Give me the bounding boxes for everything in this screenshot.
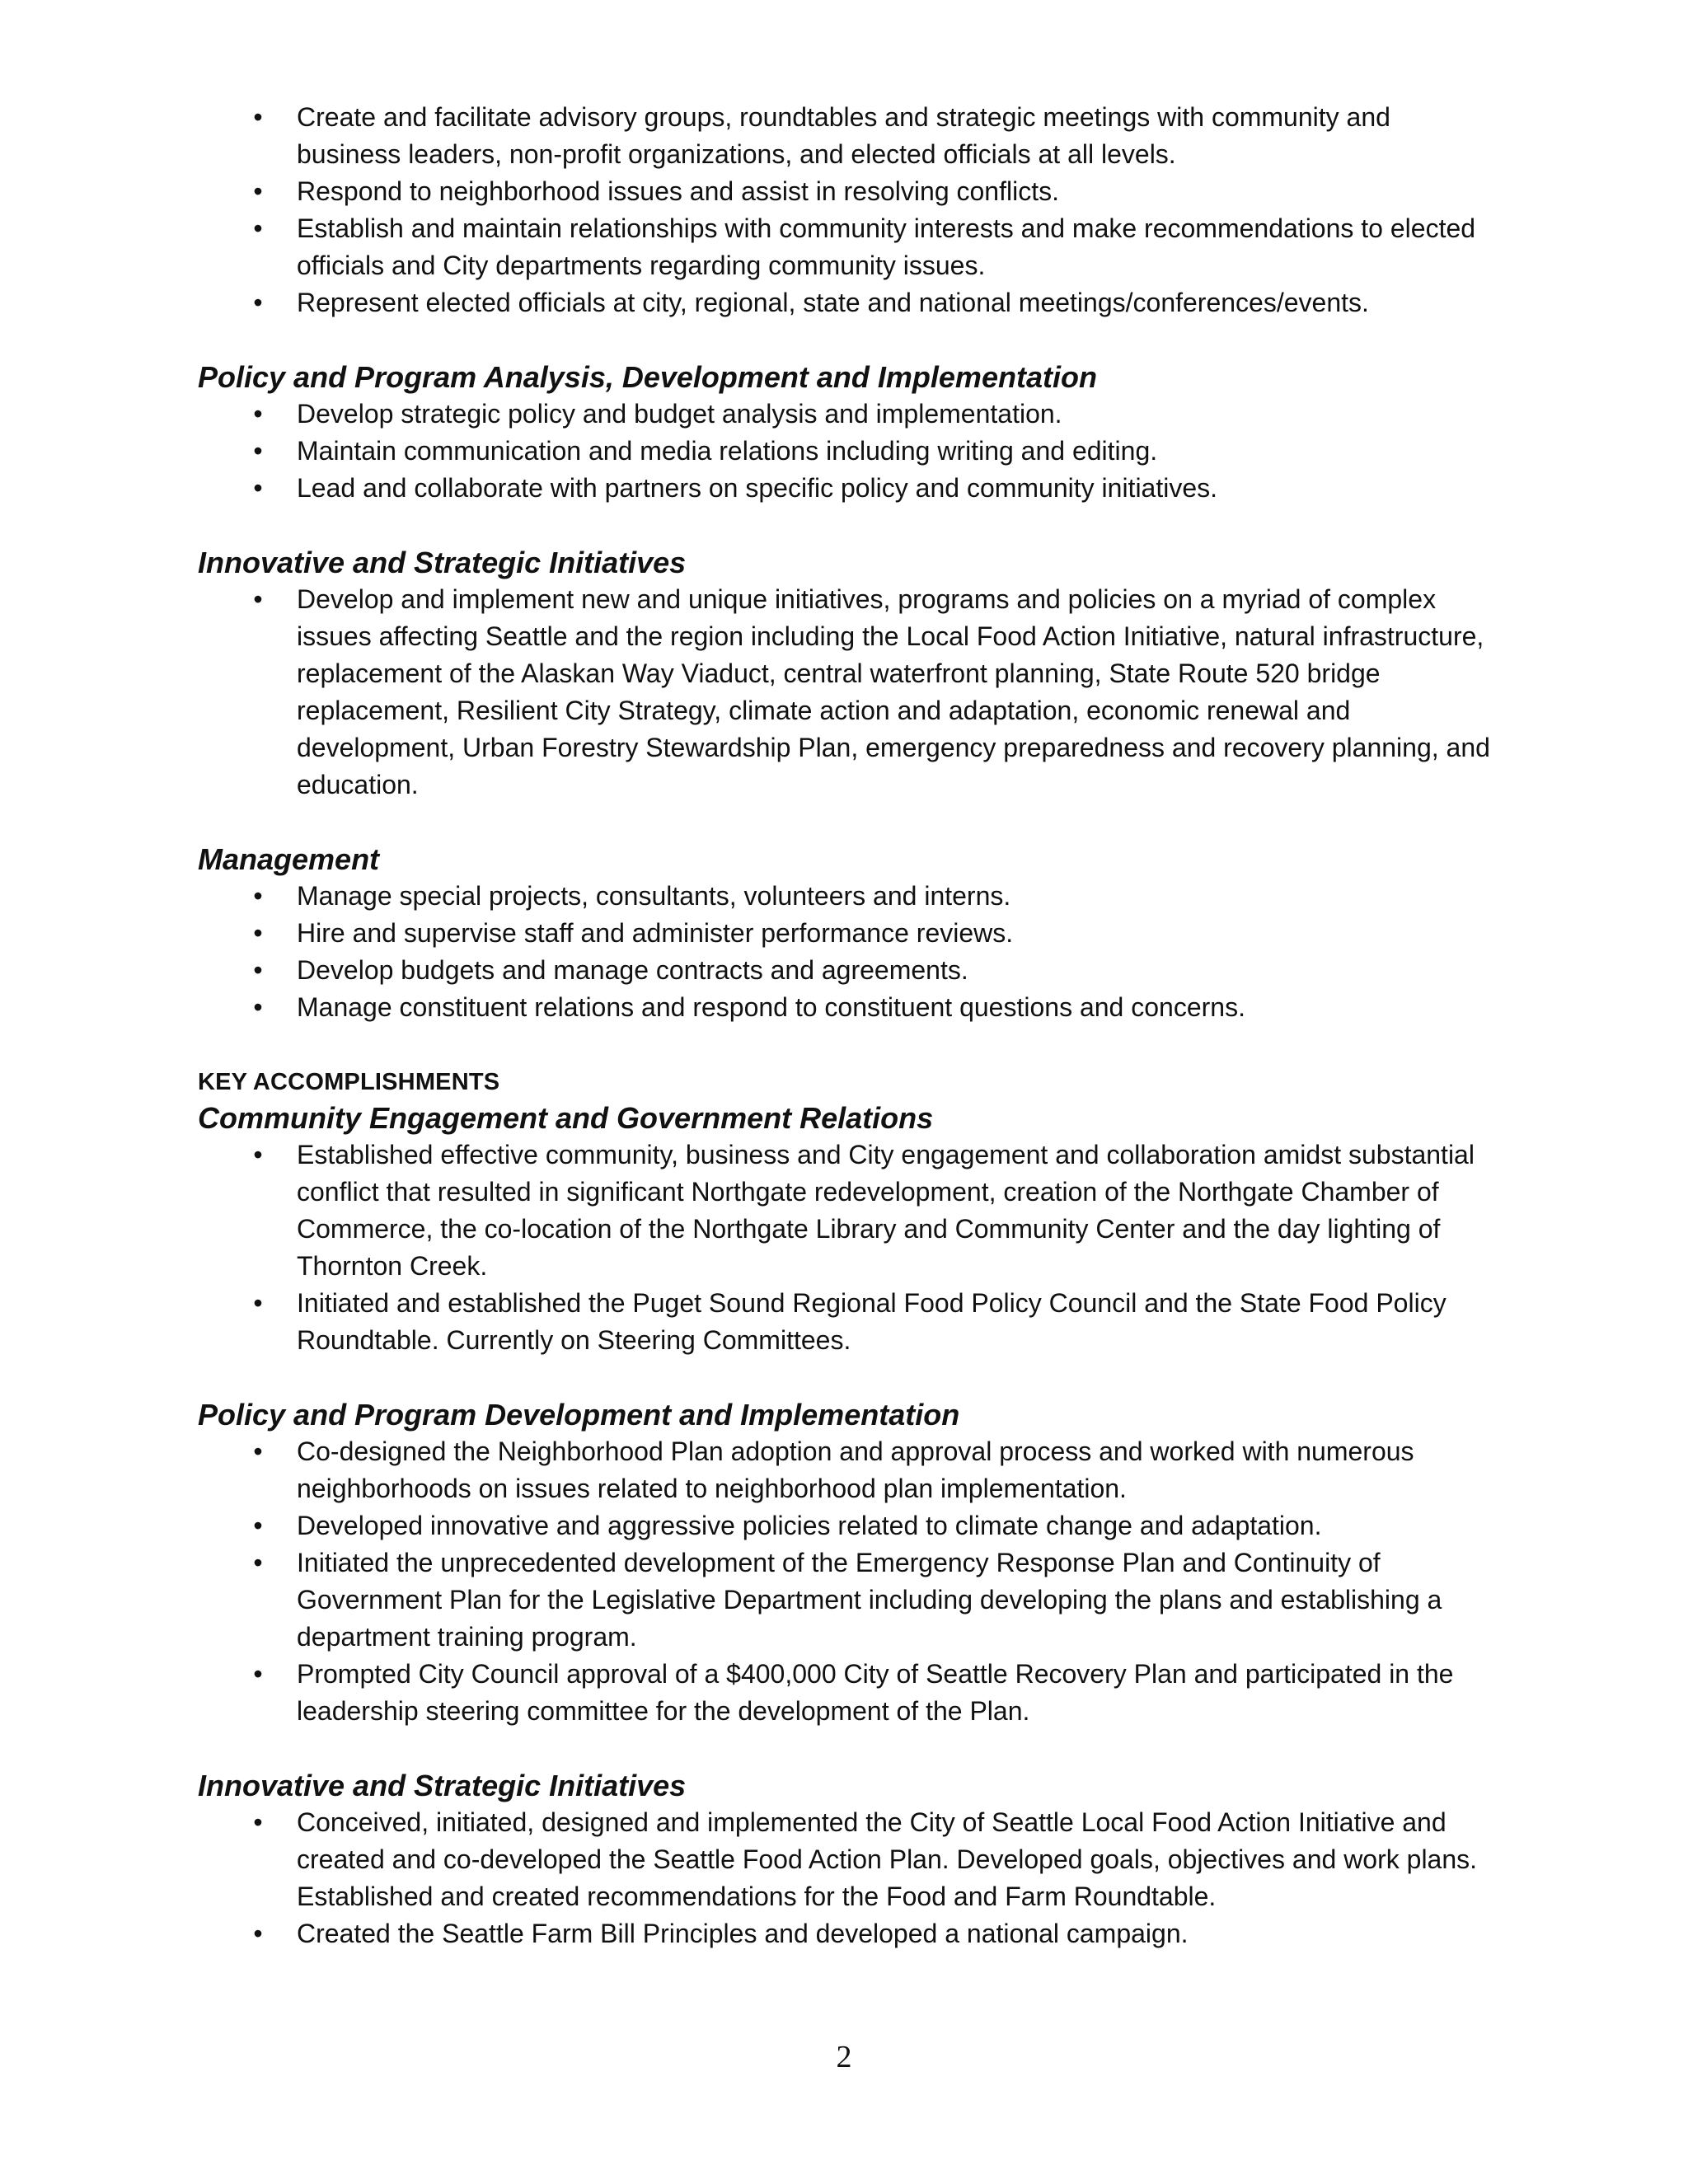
list-item [198,581,1500,804]
bullet-icon: • [253,881,263,911]
document-content [198,99,1500,1952]
bullet-list [198,99,1500,321]
section-heading: Community Engagement and Government Relations [198,1101,934,1135]
bullet-icon: • [253,955,263,985]
bullet-icon: • [253,1659,263,1689]
bullet-list [198,1433,1500,1730]
list-item-text: Represent elected officials at city, regional, state and national meetings/conferences/events. [297,288,1369,317]
list-item [198,396,1500,433]
section-innovative-strategic-initiatives [198,545,1500,804]
key-accomplishments-title: KEY ACCOMPLISHMENTS [198,1069,500,1095]
bullet-icon: • [253,1140,263,1169]
bullet-icon: • [253,288,263,317]
section-accomplishments-initiatives [198,1768,1500,1952]
bullet-icon: • [253,1288,263,1318]
bullet-icon: • [253,473,263,503]
list-item-text: Hire and supervise staff and administer performance reviews. [297,918,1014,948]
section-heading: Policy and Program Development and Implementation [198,1398,960,1432]
list-item [198,210,1500,284]
list-item [198,284,1500,321]
list-item [198,915,1500,952]
list-item-text: Develop strategic policy and budget analysis and implementation. [297,399,1062,429]
list-item-text: Initiated the unprecedented development of the Emergency Response Plan and Continuity of Government Plan for the Legislative Department including developing the plans and establishing a department training program. [297,1548,1442,1652]
list-item-text: Establish and maintain relationships with community interests and make recommendations to elected officials and City departments regarding community issues. [297,213,1476,280]
list-item-text: Develop budgets and manage contracts and agreements. [297,955,968,985]
list-item-text: Initiated and established the Puget Sound Regional Food Policy Council and the State Food Policy Roundtable. Currently on Steering Committees. [297,1288,1447,1355]
list-item [198,878,1500,915]
section-heading: Policy and Program Analysis, Development and Implementation [198,360,1097,394]
bullet-list [198,396,1500,507]
section-community-outreach [198,99,1500,321]
bullet-list [198,581,1500,804]
section-policy-program-analysis [198,359,1500,507]
list-item [198,989,1500,1026]
section-management [198,841,1500,1026]
list-item [198,1285,1500,1359]
bullet-icon: • [253,102,263,132]
bullet-list [198,1137,1500,1359]
bullet-list [198,1804,1500,1952]
list-item-text: Create and facilitate advisory groups, roundtables and strategic meetings with community and business leaders, non-profit organizations, and elected officials at all levels. [297,102,1390,169]
bullet-icon: • [253,584,263,614]
list-item-text: Maintain communication and media relations including writing and editing. [297,436,1158,466]
list-item [198,173,1500,210]
list-item [198,952,1500,989]
list-item-text: Respond to neighborhood issues and assist in resolving conflicts. [297,176,1059,206]
bullet-icon: • [253,1548,263,1577]
bullet-icon: • [253,436,263,466]
bullet-icon: • [253,1919,263,1948]
list-item-text: Lead and collaborate with partners on specific policy and community initiatives. [297,473,1218,503]
list-item [198,470,1500,507]
bullet-icon: • [253,1436,263,1466]
list-item [198,1915,1500,1952]
list-item-text: Established effective community, business and City engagement and collaboration amidst substantial conflict that resulted in significant Northgate redevelopment, creation of the Northgate Chamber of Commerce, the co-location of the Northgate Library and Community Center and the day lighting of Thornton Creek. [297,1140,1475,1281]
bullet-list [198,878,1500,1026]
section-heading: Management [198,842,380,876]
list-item [198,1137,1500,1285]
bullet-icon: • [253,213,263,243]
bullet-icon: • [253,1511,263,1540]
list-item [198,433,1500,470]
section-policy-program-development [198,1397,1500,1730]
list-item-text: Manage special projects, consultants, volunteers and interns. [297,881,1011,911]
page-number: 2 [836,2040,852,2074]
list-item-text: Developed innovative and aggressive policies related to climate change and adaptation. [297,1511,1322,1540]
list-item-text: Manage constituent relations and respond to constituent questions and concerns. [297,992,1245,1022]
list-item [198,1433,1500,1507]
bullet-icon: • [253,992,263,1022]
list-item [198,1804,1500,1915]
list-item [198,1544,1500,1656]
bullet-icon: • [253,176,263,206]
list-item-text: Created the Seattle Farm Bill Principles and developed a national campaign. [297,1919,1189,1948]
list-item [198,1656,1500,1730]
list-item-text: Develop and implement new and unique initiatives, programs and policies on a myriad of complex issues affecting Seattle and the region including the Local Food Action Initiative, natural infrastructure, replacement of the Alaskan Way Viaduct, central waterfront planning, State Route 520 bridge replacement, Resilient City Strategy, climate action and adaptation, economic renewal and development, Urban Forestry Stewardship Plan, emergency preparedness and recovery planning, and education. [297,584,1490,799]
list-item-text: Conceived, initiated, designed and implemented the City of Seattle Local Food Action Initiative and created and co-developed the Seattle Food Action Plan. Developed goals, objectives and work plans. Established and created recommendations for the Food and Farm Roundtable. [297,1807,1478,1911]
bullet-icon: • [253,918,263,948]
section-heading: Innovative and Strategic Initiatives [198,546,687,579]
key-accomplishments [198,1064,1500,1952]
list-item-text: Prompted City Council approval of a $400,000 City of Seattle Recovery Plan and participated in the leadership steering committee for the development of the Plan. [297,1659,1454,1726]
bullet-icon: • [253,1807,263,1837]
list-item-text: Co-designed the Neighborhood Plan adoption and approval process and worked with numerous neighborhoods on issues related to neighborhood plan implementation. [297,1436,1414,1503]
section-heading: Innovative and Strategic Initiatives [198,1769,687,1802]
section-community-engagement [198,1100,1500,1359]
list-item [198,1507,1500,1544]
bullet-icon: • [253,399,263,429]
list-item [198,99,1500,173]
